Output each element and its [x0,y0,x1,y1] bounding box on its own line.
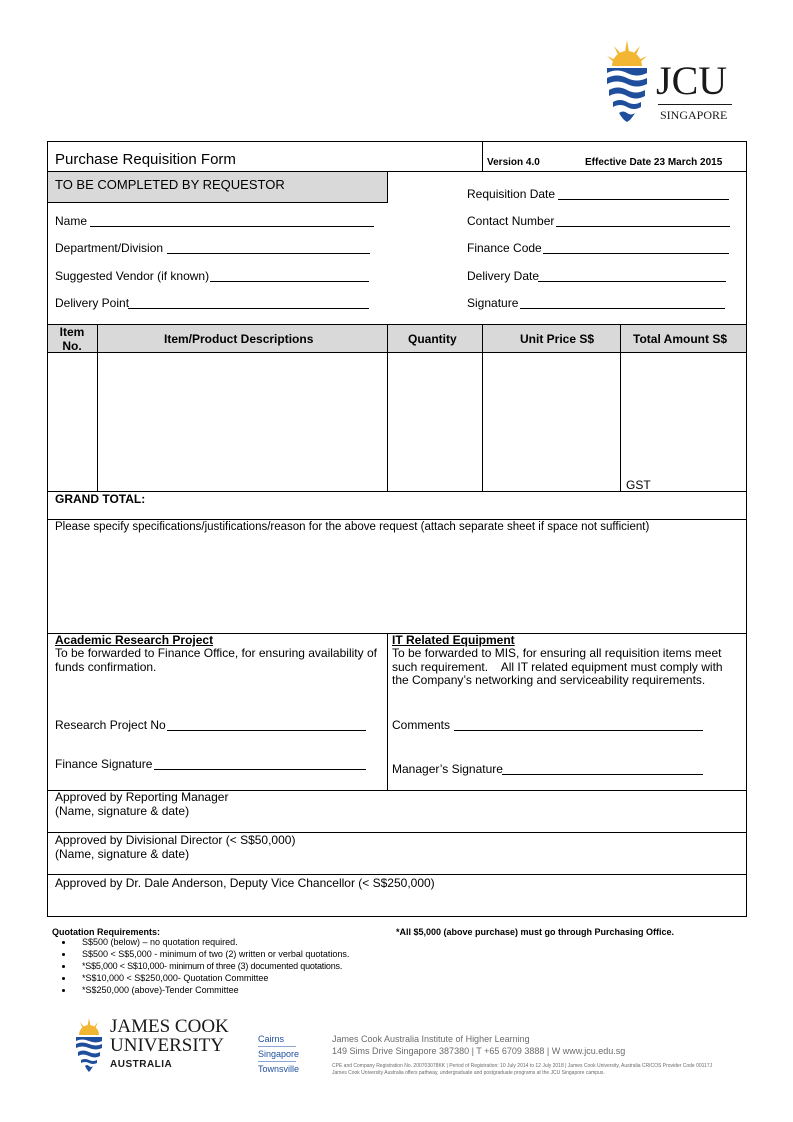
sun-wave-emblem-icon [604,38,650,124]
footer-uni-line2: UNIVERSITY [110,1035,224,1056]
cell-description[interactable] [98,353,387,491]
footer-registration: CPE and Company Registration No. 200703078KK | Period of Registration: 10 July 2014 to 12 July 2018 | James Cook University, Australia CRICOS Provider Code 00117J [332,1063,713,1069]
approval-label: Approved by Dr. Dale Anderson, Deputy Vice Chancellor (< S$250,000) [55,876,435,890]
header-description: Item/Product Descriptions [164,332,314,346]
cell-quantity[interactable] [388,353,482,491]
field-line[interactable] [538,281,726,282]
field-line[interactable] [502,774,703,775]
field-label: Manager’s Signature [392,762,503,776]
sun-wave-emblem-icon [74,1017,104,1073]
bullet-icon [62,953,65,956]
field-label: Name [55,214,88,228]
it-text: To be forwarded to MIS, for ensuring all requisition items meet such requirement. All IT related equipment must comply with the Company’s networking and serviceability requirements. [392,646,726,687]
requestor-banner-text: TO BE COMPLETED BY REQUESTOR [55,177,285,192]
research-title: Academic Research Project [55,633,214,647]
field-line[interactable] [543,253,729,254]
footer-university-logo [74,1017,234,1081]
list-item: S$500 < S$5,000 - minimum of two (2) written or verbal quotations. [82,949,350,959]
field-line[interactable] [454,730,703,731]
campus-singapore: Singapore [258,1049,300,1059]
bullet-icon [62,941,65,944]
header-unit-price: Unit Price S$ [520,332,595,346]
field-line[interactable] [558,199,729,200]
field-label: Requisition Date [467,187,556,201]
field-line[interactable] [128,308,369,309]
footer-uni-line3: AUSTRALIA [110,1059,173,1070]
field-label: Research Project No [55,718,166,732]
footer-uni-line1: JAMES COOK [110,1016,229,1037]
field-label: Signature [467,296,519,310]
field-label: Finance Code [467,241,542,255]
justification-prompt: Please specify specifications/justifications/reason for the above request (attach separate sheet if space not sufficient) [55,521,650,533]
cell-unit-price[interactable] [483,353,620,491]
campus-cairns: Cairns [258,1034,285,1044]
field-line[interactable] [154,769,366,770]
field-line[interactable] [520,308,725,309]
justification-area[interactable] [48,536,746,632]
bullet-icon [62,989,65,992]
approval-sub: (Name, signature & date) [55,847,190,861]
header-quantity: Quantity [408,332,457,346]
purchasing-note: *All $5,000 (above purchase) must go through Purchasing Office. [396,927,675,937]
approval-sub: (Name, signature & date) [55,804,190,818]
field-label: Department/Division [55,241,164,255]
field-label: Delivery Point [55,296,130,310]
field-line[interactable] [167,253,370,254]
footer-institute: James Cook Australia Institute of Higher Learning [332,1034,530,1044]
jcu-logo [604,38,736,124]
field-label: Comments [392,718,451,732]
cell-item-no[interactable] [48,353,97,491]
field-label: Delivery Date [467,269,540,283]
version-label: Version 4.0 [487,157,540,168]
research-text: To be forwarded to Finance Office, for ensuring availability of funds confirmation. [55,646,377,674]
it-title: IT Related Equipment [392,633,515,647]
logo-divider [658,104,732,105]
form-title: Purchase Requisition Form [55,151,236,168]
bullet-icon [62,977,65,980]
campus-divider [258,1046,296,1047]
field-line[interactable] [556,226,730,227]
list-item: S$500 (below) – no quotation required. [82,937,238,947]
list-item: *S$10,000 < S$250,000- Quotation Committee [82,973,269,983]
bullet-icon [62,965,65,968]
field-label: Contact Number [467,214,555,228]
list-item: *S$5,000 < S$10,000- minimum of three (3) documented quotations. [82,961,343,971]
campus-townsville: Townsville [258,1064,300,1074]
approval-label: Approved by Reporting Manager [55,790,229,804]
header-item-no: Item No. [59,325,85,353]
approval-label: Approved by Divisional Director (< S$50,000) [55,833,296,847]
logo-singapore-text: SINGAPORE [660,108,728,122]
logo-jcu-text: JCU [656,58,728,103]
grand-total-label: GRAND TOTAL: [55,492,146,506]
cell-total-amount[interactable] [621,353,746,491]
field-line[interactable] [167,730,366,731]
gst-label: GST [626,478,651,492]
list-item: *S$250,000 (above)-Tender Committee [82,985,239,995]
quotation-title: Quotation Requirements: [52,927,161,937]
field-label: Suggested Vendor (if known) [55,269,210,283]
effective-date: Effective Date 23 March 2015 [585,157,723,168]
footer-address: 149 Sims Drive Singapore 387380 | T +65 6709 3888 | W www.jcu.edu.sg [332,1046,626,1056]
field-line[interactable] [90,226,374,227]
campus-divider [258,1061,296,1062]
footer-programs: James Cook University Australia offers pathway, undergraduate and postgraduate programs at the JCU Singapore campus. [332,1070,605,1076]
field-line[interactable] [210,281,369,282]
header-total-amount: Total Amount S$ [633,332,727,346]
field-label: Finance Signature [55,757,153,771]
